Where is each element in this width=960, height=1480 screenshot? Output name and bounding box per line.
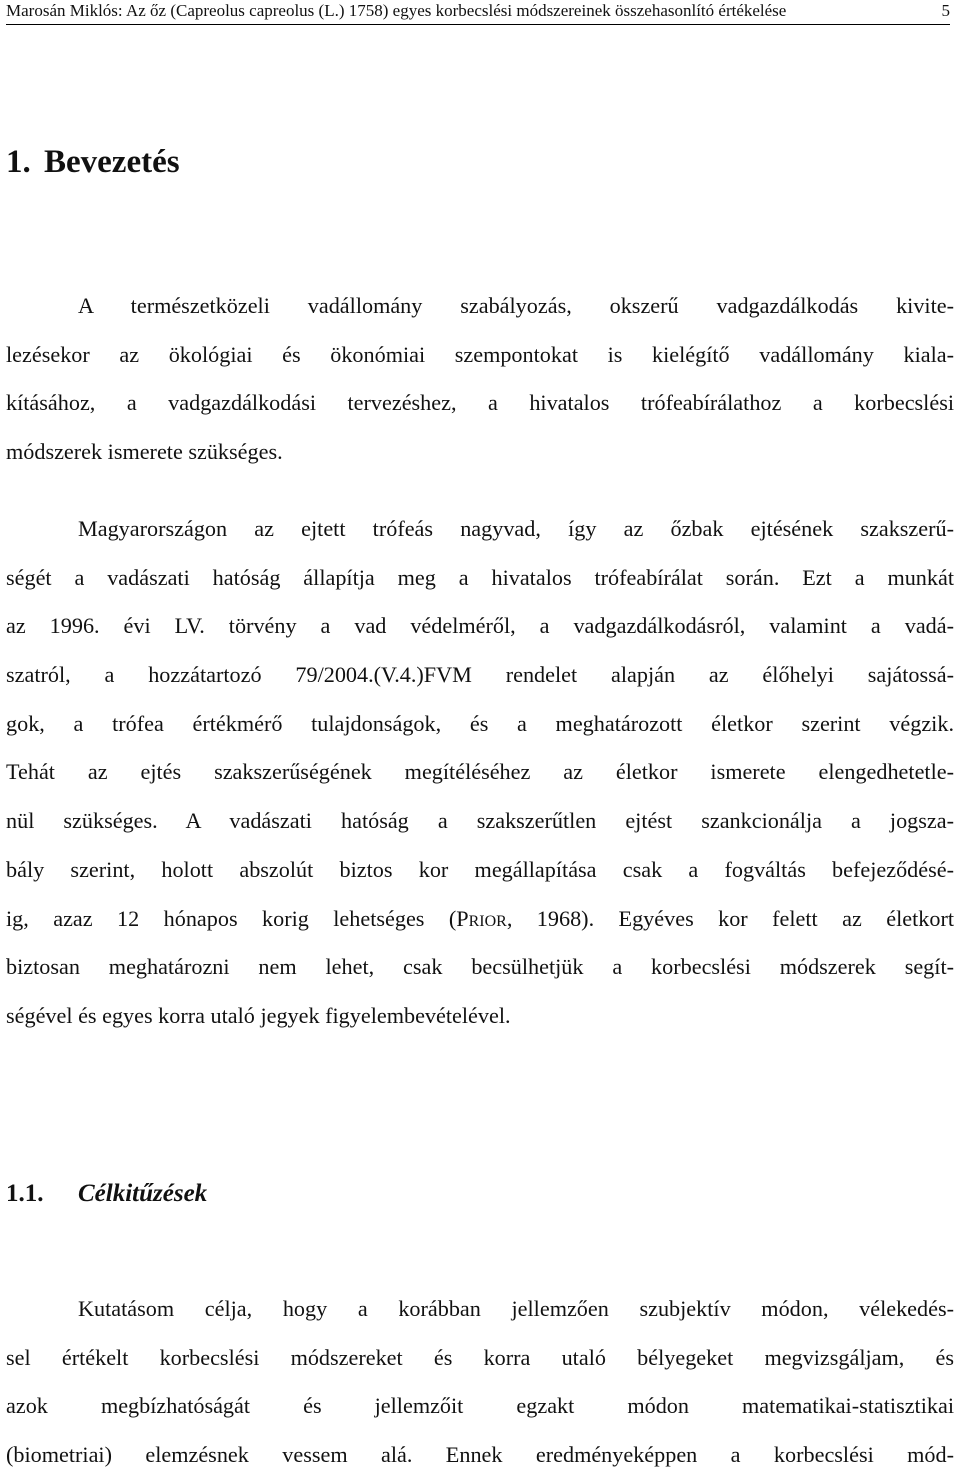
paragraph-line: kításához, a vadgazdálkodási tervezéshez, a hivatalos trófeabírálathoz a korbecslési	[6, 390, 954, 416]
citation-author: Prior	[456, 905, 507, 931]
header-divider	[6, 24, 950, 25]
paragraph-2	[6, 505, 954, 1041]
paragraph-line: szatról, a hozzátartozó 79/2004.(V.4.)FVM rendelet alapján az élőhelyi sajátossá-	[6, 662, 954, 688]
paragraph-line: sel értékelt korbecslési módszereket és korra utaló bélyegeket megvizsgáljam, és	[6, 1344, 954, 1370]
paragraph-line: biztosan meghatározni nem lehet, csak becsülhetjük a korbecslési módszerek segít-	[6, 954, 954, 980]
paragraph-line: ségével és egyes korra utaló jegyek figyelembevételével.	[6, 1002, 511, 1028]
section-heading	[6, 1176, 207, 1212]
paragraph-1	[6, 282, 954, 477]
paragraph-line: az 1996. évi LV. törvény a vad védelméről, a vadgazdálkodásról, valamint a vadá-	[6, 613, 954, 639]
paragraph-line-with-citation	[6, 895, 954, 944]
chapter-title: Bevezetés	[44, 144, 180, 180]
running-header-title: Marosán Miklós: Az őz (Capreolus capreolus (L.) 1758) egyes korbecslési módszereinek összehasonlító értékelése	[6, 1, 787, 20]
paragraph-line: Magyarországon az ejtett trófeás nagyvad, így az őzbak ejtésének szakszerű-	[78, 516, 954, 541]
section-title: Célkitűzések	[78, 1180, 208, 1207]
paragraph-line: A természetközeli vadállomány szabályozás, okszerű vadgazdálkodás kivite-	[78, 293, 954, 318]
chapter-heading	[6, 140, 180, 184]
paragraph-line: lezésekor az ökológiai és ökonómiai szempontokat is kielégítő vadállomány kiala-	[6, 341, 954, 367]
section-number: 1.1.	[6, 1180, 44, 1207]
paragraph-line: azok megbízhatóságát és jellemzőit egzakt módon matematikai-statisztikai	[6, 1393, 954, 1419]
paragraph-line: Tehát az ejtés szakszerűségének megítéléséhez az életkor ismerete elengedhetetle-	[6, 759, 954, 785]
paragraph-line: gok, a trófea értékmérő tulajdonságok, és a meghatározott életkor szerint végzik.	[6, 710, 954, 736]
paragraph-line: módszerek ismerete szükséges.	[6, 439, 283, 465]
citation-line-start: ig, azaz 12 hónapos korig lehetséges (	[6, 905, 457, 931]
paragraph-line: nül szükséges. A vadászati hatóság a szakszerűtlen ejtést szankcionálja a jogsza-	[6, 808, 954, 834]
paragraph-line: Kutatásom célja, hogy a korábban jellemzően szubjektív módon, vélekedés-	[78, 1296, 954, 1321]
paragraph-line: bály szerint, holott abszolút biztos kor megállapítása csak a fogváltás befejeződésé-	[6, 856, 954, 882]
chapter-number: 1.	[6, 144, 31, 180]
paragraph-line: ségét a vadászati hatóság állapítja meg a hivatalos trófeabírálat során. Ezt a munkát	[6, 564, 954, 590]
paragraph-line: (biometriai) elemzésnek vessem alá. Ennek eredményeképpen a korbecslési mód-	[6, 1442, 954, 1468]
citation-line-end: , 1968). Egyéves kor felett az életkort	[506, 905, 954, 931]
page-number: 5	[941, 1, 950, 20]
running-header	[6, 0, 950, 24]
paragraph-3	[6, 1285, 954, 1480]
